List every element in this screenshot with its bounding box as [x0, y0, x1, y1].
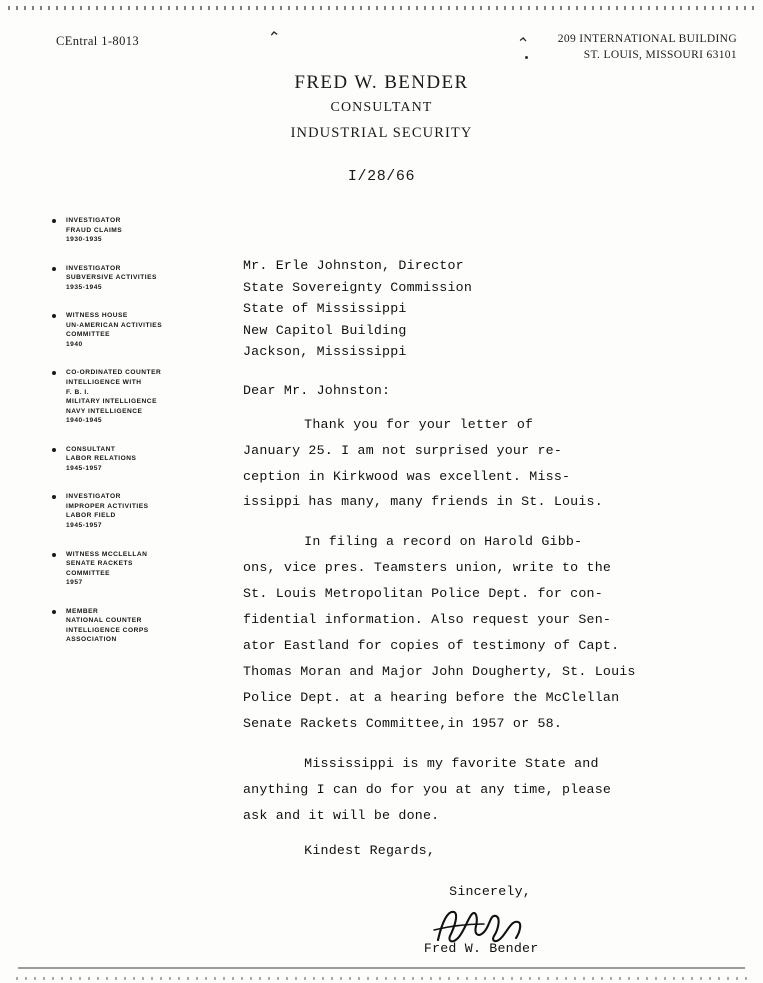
ink-speck	[525, 56, 528, 59]
credential-line: MEMBER	[66, 607, 99, 615]
credential-item	[52, 492, 180, 530]
credential-line: CONSULTANT	[66, 445, 116, 453]
paragraph-2	[243, 529, 695, 736]
body-text: Thank you for your letter of	[304, 416, 534, 432]
credential-line: INVESTIGATOR	[66, 493, 121, 501]
letterhead-field: INDUSTRIAL SECURITY	[290, 125, 473, 141]
body-line: January 25. I am not surprised your re-	[243, 442, 562, 458]
recipient-line: State of Mississippi	[243, 301, 407, 317]
credential-line: WITNESS MCCLELLAN	[66, 550, 148, 558]
salutation: Dear Mr. Johnston:	[243, 382, 391, 398]
recipient-line: New Capitol Building	[243, 322, 407, 338]
address-line-1: 209 INTERNATIONAL BUILDING	[557, 33, 737, 45]
signoff-line: Sincerely,	[449, 884, 531, 900]
body-text: In filing a record on Harold Gibb-	[304, 534, 583, 550]
letter-body	[243, 255, 695, 959]
credential-line: 1945-1957	[66, 522, 103, 530]
staple-mark-icon: ⌃	[515, 35, 531, 54]
body-line: St. Louis Metropolitan Police Dept. for con-	[243, 586, 603, 602]
credential-line: 1940-1945	[66, 417, 103, 425]
credential-line: NATIONAL COUNTER	[66, 617, 142, 625]
recipient-address	[243, 255, 695, 363]
credential-item	[52, 445, 180, 474]
credential-line: FRAUD CLAIMS	[66, 226, 123, 234]
body-line: Thomas Moran and Major John Dougherty, St. Louis	[243, 663, 636, 679]
handwritten-signature	[243, 904, 695, 944]
body-text: Mississippi is my favorite State and	[304, 755, 599, 771]
body-line	[243, 751, 695, 777]
body-line: Senate Rackets Committee,in 1957 or 58.	[243, 715, 562, 731]
credential-line: 1930-1935	[66, 236, 103, 244]
recipient-line: Jackson, Mississippi	[243, 344, 407, 360]
body-line: ons, vice pres. Teamsters union, write to the	[243, 560, 612, 576]
signature-typed-name: Fred W. Bender	[423, 941, 539, 957]
credentials-list	[52, 216, 180, 664]
address-line-2: ST. LOUIS, MISSOURI 63101	[583, 48, 737, 61]
body-line: fidential information. Also request your Sen-	[243, 612, 612, 628]
letterhead-phone: CEntral 1-8013	[56, 34, 140, 48]
scan-edge-top	[8, 6, 755, 10]
credential-line: UN-AMERICAN ACTIVITIES	[66, 321, 163, 329]
credential-line: WITNESS HOUSE	[66, 312, 128, 320]
letterhead-role: CONSULTANT	[330, 100, 433, 115]
credential-line: 1940	[66, 340, 83, 348]
paragraph-1	[243, 412, 695, 516]
credential-line: IMPROPER ACTIVITIES	[66, 502, 149, 510]
letterhead-block	[0, 72, 763, 185]
credential-item	[52, 311, 180, 349]
body-line: issippi has many, many friends in St. Louis.	[243, 494, 603, 510]
credential-line: NAVY INTELLIGENCE	[66, 407, 143, 415]
credential-line: ASSOCIATION	[66, 636, 117, 644]
body-line: ask and it will be done.	[243, 807, 440, 823]
paragraph-3	[243, 751, 695, 829]
body-line	[243, 529, 695, 555]
closing-line: Kindest Regards,	[304, 843, 436, 859]
credential-line: COMMITTEE	[66, 331, 111, 339]
credential-line: INTELLIGENCE WITH	[66, 379, 142, 387]
credential-line: SENATE RACKETS	[66, 560, 133, 568]
letterhead-address	[558, 32, 737, 63]
credential-line: LABOR RELATIONS	[66, 455, 137, 463]
credential-line: SUBVERSIVE ACTIVITIES	[66, 274, 157, 282]
body-line: Police Dept. at a hearing before the McClellan	[243, 689, 620, 705]
credential-item	[52, 550, 180, 588]
letter-date: I/28/66	[347, 168, 416, 185]
credential-line: LABOR FIELD	[66, 512, 116, 520]
credential-item	[52, 216, 180, 245]
credential-line: INTELLIGENCE CORPS	[66, 626, 149, 634]
scan-edge-bottom-line	[18, 967, 745, 969]
credential-item	[52, 368, 180, 425]
body-line: ception in Kirkwood was excellent. Miss-	[243, 468, 571, 484]
body-line	[243, 412, 695, 438]
staple-mark-icon: ⌃	[266, 29, 283, 48]
credential-line: CO-ORDINATED COUNTER	[66, 369, 162, 377]
recipient-line: Mr. Erle Johnston, Director	[243, 258, 464, 273]
credential-line: 1957	[66, 579, 83, 587]
letterhead-name: FRED W. BENDER	[294, 72, 469, 93]
credential-line: 1945-1957	[66, 464, 103, 472]
scan-edge-bottom-dots	[16, 977, 747, 980]
recipient-line: State Sovereignty Commission	[243, 279, 473, 295]
credential-line: INVESTIGATOR	[66, 217, 121, 224]
credential-line: F. B. I.	[66, 388, 90, 396]
credential-line: INVESTIGATOR	[66, 264, 121, 272]
credential-item	[52, 264, 180, 293]
body-line: ator Eastland for copies of testimony of Capt.	[243, 638, 620, 654]
credential-line: 1935-1945	[66, 283, 103, 291]
credential-item	[52, 607, 180, 645]
credential-line: COMMITTEE	[66, 569, 111, 577]
credential-line: MILITARY INTELLIGENCE	[66, 398, 157, 406]
body-line: anything I can do for you at any time, please	[243, 781, 612, 797]
